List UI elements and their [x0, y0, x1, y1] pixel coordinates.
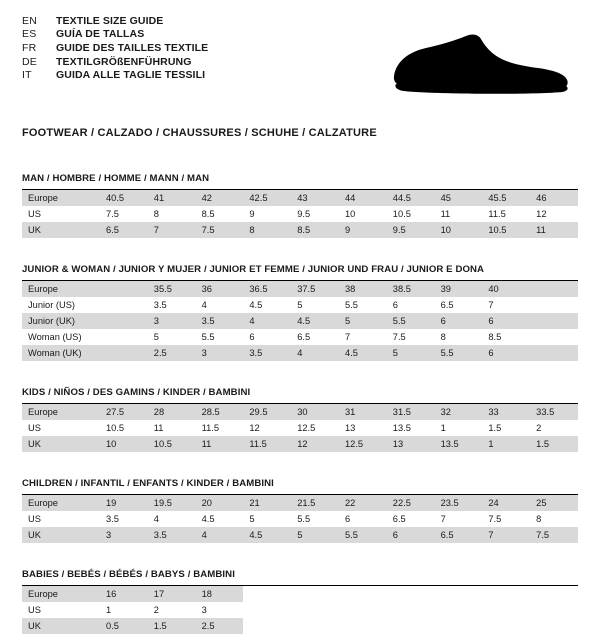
language-code: DE	[22, 55, 37, 68]
table-row	[22, 511, 578, 527]
cell: 8.5	[201, 209, 215, 219]
cell-empty	[243, 602, 291, 618]
cell: 11	[530, 222, 578, 238]
row-label: Europe	[22, 495, 100, 511]
table-row	[22, 495, 578, 511]
cell: 42	[196, 190, 244, 206]
cell: 6.5	[297, 332, 311, 342]
row-label: Europe	[22, 586, 100, 602]
language-title: TEXTILE SIZE GUIDE	[56, 14, 164, 27]
cell: 4	[291, 345, 339, 361]
cell	[530, 313, 578, 329]
page-header	[22, 14, 578, 110]
cell: 32	[435, 404, 483, 420]
cell-empty	[339, 618, 387, 634]
cell: 10.5	[106, 423, 125, 433]
cell-empty	[435, 618, 483, 634]
cell	[530, 345, 578, 361]
language-code: EN	[22, 14, 37, 27]
group-babies	[22, 569, 578, 634]
row-label: Woman (UK)	[22, 345, 100, 361]
language-title: GUIDA ALLE TAGLIE TESSILI	[56, 69, 206, 82]
cell: 5.5	[339, 527, 387, 543]
cell: 39	[435, 281, 483, 297]
cell: 19	[100, 495, 148, 511]
cell: 6	[387, 527, 435, 543]
language-code: IT	[22, 69, 32, 82]
row-label: UK	[22, 527, 100, 543]
cell: 10	[344, 209, 356, 219]
cell: 7	[440, 514, 446, 524]
language-code: FR	[22, 41, 37, 54]
language-code: ES	[22, 28, 37, 41]
row-label: UK	[22, 618, 100, 634]
cell: 7	[482, 527, 530, 543]
row-label: UK	[22, 222, 100, 238]
cell: 10	[435, 222, 483, 238]
cell: 6	[392, 300, 398, 310]
cell: 6	[344, 514, 351, 524]
cell-empty	[482, 602, 530, 618]
cell: 6	[435, 313, 483, 329]
cell: 6.5	[440, 300, 454, 310]
cell: 13.5	[435, 436, 483, 452]
cell: 0.5	[100, 618, 148, 634]
cell: 44	[339, 190, 387, 206]
cell	[100, 329, 148, 345]
cell: 8.5	[488, 332, 502, 342]
size-table-babies	[22, 586, 578, 634]
group-title: KIDS / NIÑOS / DES GAMINS / KINDER / BAMBINI	[22, 387, 578, 404]
cell: 3.5	[148, 527, 196, 543]
table-row	[22, 222, 578, 238]
cell: 11.5	[201, 423, 219, 433]
cell: 1	[440, 423, 446, 433]
cell: 3.5	[243, 345, 291, 361]
cell: 1	[106, 605, 112, 615]
cell: 12.5	[339, 436, 387, 452]
group-title: CHILDREN / INFANTIL / ENFANTS / KINDER / BAMBINI	[22, 478, 578, 495]
cell: 4	[196, 527, 244, 543]
cell: 7.5	[392, 332, 406, 342]
table-row	[22, 206, 578, 222]
cell: 36	[196, 281, 244, 297]
language-row	[22, 55, 208, 69]
size-table-children	[22, 495, 578, 543]
language-title: GUIDE DES TAILLES TEXTILE	[56, 41, 209, 54]
cell: 12.5	[297, 423, 316, 433]
cell: 4.5	[201, 514, 215, 524]
cell: 8	[536, 514, 542, 524]
table-row	[22, 281, 578, 297]
cell: 2.5	[196, 618, 244, 634]
row-label: Junior (UK)	[22, 313, 100, 329]
cell: 45.5	[482, 190, 530, 206]
cell: 12	[249, 423, 260, 433]
cell: 28	[148, 404, 196, 420]
cell: 19.5	[148, 495, 196, 511]
cell: 6	[482, 313, 530, 329]
table-row	[22, 190, 578, 206]
cell	[100, 297, 148, 313]
group-junior-woman	[22, 264, 578, 361]
language-title: GUÍA DE TALLAS	[56, 28, 145, 41]
table-row	[22, 436, 578, 452]
cell: 7.5	[196, 222, 244, 238]
cell-empty	[482, 618, 530, 634]
cell: 38.5	[387, 281, 435, 297]
cell: 11	[153, 423, 164, 433]
cell: 7.5	[488, 514, 502, 524]
row-label: Europe	[22, 190, 100, 206]
cell: 8	[243, 222, 291, 238]
size-table-man	[22, 190, 578, 238]
cell: 17	[148, 586, 196, 602]
cell: 10.5	[482, 222, 530, 238]
cell: 31.5	[387, 404, 435, 420]
table-row	[22, 297, 578, 313]
cell-empty	[387, 602, 435, 618]
cell: 36.5	[243, 281, 291, 297]
cell: 5.5	[387, 313, 435, 329]
cell: 9.5	[297, 209, 311, 219]
cell: 6.5	[435, 527, 483, 543]
cell: 5	[339, 313, 387, 329]
group-man	[22, 173, 578, 238]
cell: 4	[201, 300, 207, 310]
cell: 4.5	[249, 300, 263, 310]
cell: 44.5	[387, 190, 435, 206]
cell: 46	[530, 190, 578, 206]
row-label: Woman (US)	[28, 332, 82, 342]
cell: 40	[482, 281, 530, 297]
cell: 7.5	[530, 527, 578, 543]
cell	[530, 329, 578, 345]
cell: 4.5	[339, 345, 387, 361]
cell-empty	[387, 618, 435, 634]
cell: 21	[243, 495, 291, 511]
cell: 37.5	[291, 281, 339, 297]
cell: 13.5	[392, 423, 411, 433]
cell: 12	[291, 436, 339, 452]
language-row	[22, 41, 208, 55]
cell: 9	[249, 209, 255, 219]
cell: 5.5	[344, 300, 358, 310]
cell: 35.5	[148, 281, 196, 297]
cell: 21.5	[291, 495, 339, 511]
row-label: US	[28, 209, 41, 219]
cell: 1.5	[148, 618, 196, 634]
cell: 3	[100, 527, 148, 543]
table-row	[22, 404, 578, 420]
cell: 8	[440, 332, 446, 342]
cell: 2	[536, 423, 542, 433]
table-row	[22, 527, 578, 543]
cell: 5	[291, 527, 339, 543]
cell: 12	[536, 209, 547, 219]
cell: 38	[339, 281, 387, 297]
cell: 2	[153, 605, 159, 615]
row-label: US	[28, 605, 41, 615]
cell: 13	[344, 423, 356, 433]
cell: 3	[196, 345, 244, 361]
cell: 8	[153, 209, 159, 219]
group-title: MAN / HOMBRE / HOMME / MANN / MAN	[22, 173, 578, 190]
cell: 5.5	[297, 514, 311, 524]
cell: 18	[196, 586, 244, 602]
cell	[100, 345, 148, 361]
cell: 5	[249, 514, 255, 524]
cell: 3	[201, 605, 207, 615]
row-label: UK	[22, 436, 100, 452]
cell: 6.5	[100, 222, 148, 238]
cell: 11	[440, 209, 451, 219]
cell: 31	[339, 404, 387, 420]
cell: 1.5	[530, 436, 578, 452]
cell	[530, 281, 578, 297]
table-row	[22, 602, 578, 618]
dress-shoe-icon	[382, 32, 572, 98]
cell: 7	[148, 222, 196, 238]
cell: 5.5	[435, 345, 483, 361]
cell: 1.5	[488, 423, 502, 433]
page-title: FOOTWEAR / CALZADO / CHAUSSURES / SCHUHE / CALZATURE	[22, 127, 377, 139]
cell: 3.5	[196, 313, 244, 329]
cell	[530, 297, 578, 313]
cell: 5	[153, 332, 159, 342]
group-title: BABIES / BEBÉS / BÉBÉS / BABYS / BAMBINI	[22, 569, 578, 586]
cell: 28.5	[196, 404, 244, 420]
cell: 6.5	[392, 514, 406, 524]
language-title: TEXTILGRÖßENFÜHRUNG	[56, 55, 192, 68]
cell: 5.5	[201, 332, 215, 342]
cell: 42.5	[243, 190, 291, 206]
table-row	[22, 420, 578, 436]
row-label: Europe	[22, 281, 100, 297]
cell: 10.5	[148, 436, 196, 452]
table-row	[22, 313, 578, 329]
language-row	[22, 14, 208, 28]
table-row	[22, 345, 578, 361]
cell: 4	[243, 313, 291, 329]
cell: 10	[100, 436, 148, 452]
cell	[100, 281, 148, 297]
cell: 6	[249, 332, 255, 342]
cell: 7	[344, 332, 351, 342]
cell: 33.5	[530, 404, 578, 420]
language-row	[22, 69, 208, 83]
cell: 2.5	[148, 345, 196, 361]
cell: 4.5	[243, 527, 291, 543]
cell: 22	[339, 495, 387, 511]
cell: 29.5	[243, 404, 291, 420]
cell: 7	[488, 300, 494, 310]
cell: 6	[482, 345, 530, 361]
group-title: JUNIOR & WOMAN / JUNIOR Y MUJER / JUNIOR ET FEMME / JUNIOR UND FRAU / JUNIOR E DONA	[22, 264, 578, 281]
cell: 3.5	[153, 300, 167, 310]
cell: 33	[482, 404, 530, 420]
cell-empty	[291, 618, 339, 634]
cell-empty	[243, 618, 291, 634]
cell: 8.5	[291, 222, 339, 238]
cell: 41	[148, 190, 196, 206]
cell: 16	[100, 586, 148, 602]
cell: 11	[196, 436, 244, 452]
cell: 22.5	[387, 495, 435, 511]
cell: 43	[291, 190, 339, 206]
cell: 10.5	[392, 209, 411, 219]
row-label: Europe	[22, 404, 100, 420]
cell: 7.5	[106, 209, 119, 219]
language-row	[22, 28, 208, 42]
cell: 9.5	[387, 222, 435, 238]
cell: 5	[387, 345, 435, 361]
row-label: US	[28, 514, 41, 524]
row-label: US	[28, 423, 41, 433]
cell-empty	[435, 602, 483, 618]
cell: 25	[530, 495, 578, 511]
cell: 4.5	[291, 313, 339, 329]
cell-empty	[530, 602, 578, 618]
cell: 4	[153, 514, 159, 524]
cell	[100, 313, 148, 329]
cell: 45	[435, 190, 483, 206]
cell: 24	[482, 495, 530, 511]
language-title-list	[22, 14, 208, 82]
cell: 30	[291, 404, 339, 420]
cell: 13	[387, 436, 435, 452]
cell-empty	[339, 602, 387, 618]
cell: 5	[297, 300, 303, 310]
cell: 3	[148, 313, 196, 329]
cell: 23.5	[435, 495, 483, 511]
cell-empty	[530, 618, 578, 634]
cell: 1	[482, 436, 530, 452]
group-kids	[22, 387, 578, 452]
cell: 11.5	[243, 436, 291, 452]
cell: 20	[196, 495, 244, 511]
table-row	[22, 329, 578, 345]
size-table-junior-woman	[22, 281, 578, 361]
row-label: Junior (US)	[28, 300, 76, 310]
cell: 40.5	[100, 190, 148, 206]
cell: 27.5	[100, 404, 148, 420]
cell-empty	[291, 602, 339, 618]
cell: 11.5	[488, 209, 506, 219]
group-children	[22, 478, 578, 543]
cell: 9	[339, 222, 387, 238]
size-table-kids	[22, 404, 578, 452]
cell: 3.5	[106, 514, 119, 524]
table-row	[22, 618, 578, 634]
